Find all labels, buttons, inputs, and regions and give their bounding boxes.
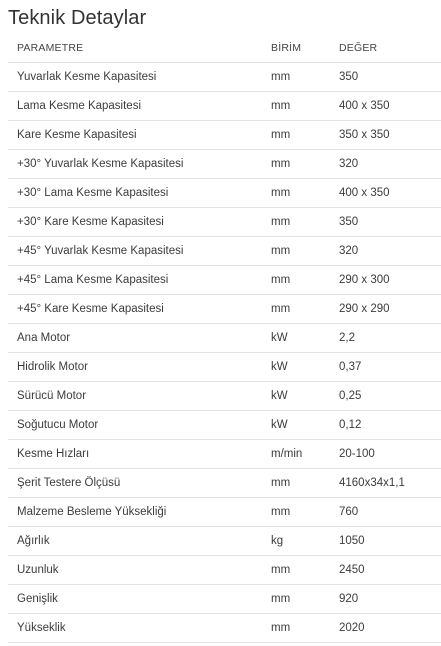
cell-parameter: Uzunluk: [17, 564, 59, 576]
cell-parameter: +45° Kare Kesme Kapasitesi: [17, 303, 164, 315]
cell-parameter: +30° Kare Kesme Kapasitesi: [17, 216, 164, 228]
cell-unit: mm: [271, 622, 291, 634]
cell-value: 350: [339, 71, 359, 83]
header-value: DEĞER: [339, 42, 378, 54]
table-row: [8, 585, 441, 614]
cell-parameter: Yuvarlak Kesme Kapasitesi: [17, 71, 157, 83]
cell-value: 920: [339, 593, 359, 605]
table-row: [8, 498, 441, 527]
cell-unit: mm: [271, 564, 291, 576]
cell-value: 2,2: [339, 332, 355, 344]
table-row: [8, 63, 441, 92]
cell-value: 2020: [339, 622, 365, 634]
cell-value: 320: [339, 245, 359, 257]
cell-unit: mm: [271, 593, 291, 605]
cell-unit: mm: [271, 477, 291, 489]
table-row: [8, 382, 441, 411]
table-row: [8, 353, 441, 382]
cell-parameter: Kesme Hızları: [17, 448, 90, 460]
cell-parameter: Yükseklik: [17, 622, 66, 634]
cell-unit: mm: [271, 129, 291, 141]
cell-value: 0,25: [339, 390, 362, 402]
cell-unit: kW: [271, 419, 288, 431]
table-row: [8, 469, 441, 498]
cell-parameter: +30° Yuvarlak Kesme Kapasitesi: [17, 158, 184, 170]
cell-value: 350: [339, 216, 359, 228]
cell-unit: mm: [271, 71, 291, 83]
cell-parameter: +45° Lama Kesme Kapasitesi: [17, 274, 169, 286]
cell-value: 320: [339, 158, 359, 170]
cell-value: 1050: [339, 535, 365, 547]
table-row: [8, 266, 441, 295]
cell-parameter: Genişlik: [17, 593, 58, 605]
table-row: [8, 121, 441, 150]
table-row: [8, 179, 441, 208]
header-unit: BİRİM: [271, 42, 302, 54]
page-title: Teknik Detaylar: [8, 7, 147, 29]
cell-unit: kW: [271, 332, 288, 344]
cell-parameter: Soğutucu Motor: [17, 419, 99, 431]
table-row: [8, 324, 441, 353]
cell-unit: mm: [271, 506, 291, 518]
cell-parameter: Hidrolik Motor: [17, 361, 88, 373]
cell-parameter: Ana Motor: [17, 332, 71, 344]
cell-unit: mm: [271, 245, 291, 257]
cell-parameter: Kare Kesme Kapasitesi: [17, 129, 137, 141]
cell-unit: mm: [271, 274, 291, 286]
cell-value: 4160x34x1,1: [339, 477, 405, 489]
cell-unit: mm: [271, 216, 291, 228]
cell-unit: kW: [271, 361, 288, 373]
cell-unit: mm: [271, 158, 291, 170]
table-row: [8, 295, 441, 324]
table-header-row: [8, 34, 441, 63]
header-parameter: PARAMETRE: [17, 42, 84, 54]
table-row: [8, 527, 441, 556]
cell-value: 350 x 350: [339, 129, 390, 141]
cell-value: 0,12: [339, 419, 362, 431]
cell-unit: kW: [271, 390, 288, 402]
cell-parameter: Sürücü Motor: [17, 390, 87, 402]
cell-unit: mm: [271, 100, 291, 112]
cell-value: 290 x 300: [339, 274, 390, 286]
cell-unit: kg: [271, 535, 284, 547]
cell-value: 400 x 350: [339, 187, 390, 199]
cell-value: 760: [339, 506, 359, 518]
cell-parameter: +30° Lama Kesme Kapasitesi: [17, 187, 169, 199]
cell-unit: m/min: [271, 448, 303, 460]
cell-parameter: Şerit Testere Ölçüsü: [17, 477, 121, 489]
table-row: [8, 556, 441, 585]
cell-unit: mm: [271, 187, 291, 199]
table-row: [8, 92, 441, 121]
cell-parameter: Ağırlık: [17, 535, 50, 547]
cell-value: 290 x 290: [339, 303, 390, 315]
cell-value: 2450: [339, 564, 365, 576]
technical-details-table: [8, 34, 441, 643]
table-row: [8, 237, 441, 266]
cell-parameter: Malzeme Besleme Yüksekliği: [17, 506, 167, 518]
cell-value: 0,37: [339, 361, 362, 373]
table-row: [8, 150, 441, 179]
table-row: [8, 440, 441, 469]
cell-value: 20-100: [339, 448, 375, 460]
table-row: [8, 614, 441, 643]
cell-unit: mm: [271, 303, 291, 315]
table-body: [8, 63, 441, 643]
table-row: [8, 208, 441, 237]
table-row: [8, 411, 441, 440]
cell-parameter: Lama Kesme Kapasitesi: [17, 100, 142, 112]
cell-parameter: +45° Yuvarlak Kesme Kapasitesi: [17, 245, 184, 257]
cell-value: 400 x 350: [339, 100, 390, 112]
